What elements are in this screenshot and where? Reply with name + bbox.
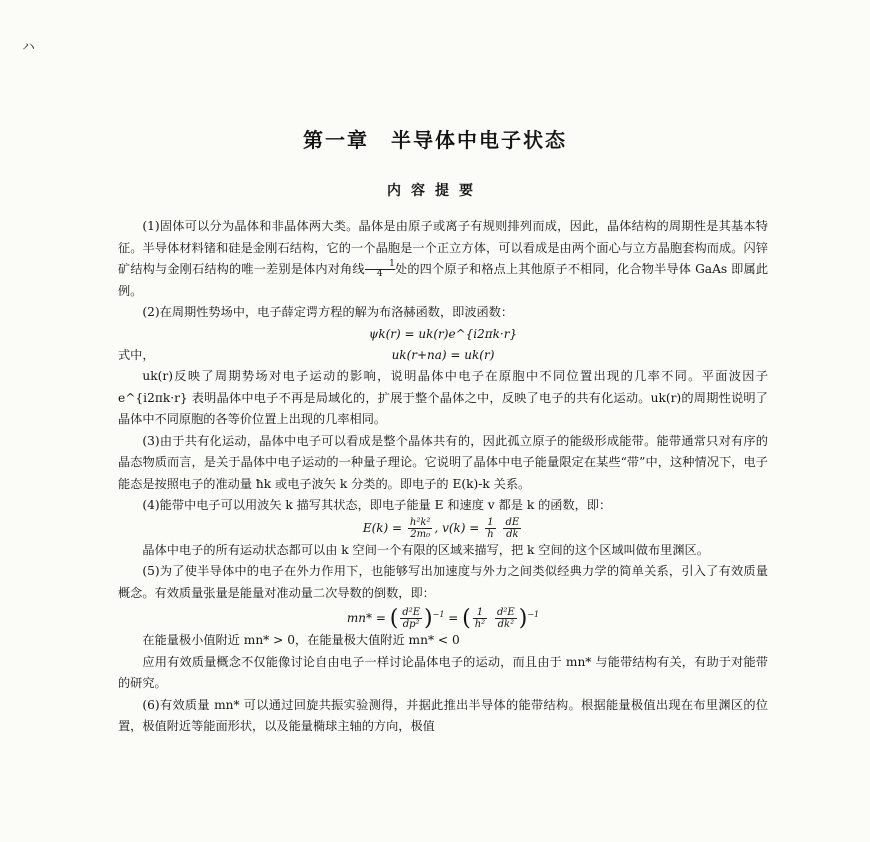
velocity-fraction-1: $\frac{1}{h}$ <box>487 516 494 540</box>
paragraph-5b: 在能量极小值附近 mn* > 0，在能量极大值附近 mn* < 0 <box>142 633 460 647</box>
mass-fraction-3: $\frac{\text{d²E}}{\text{dk²}}$ <box>497 607 515 630</box>
paragraph-2b: uk(r)反映了周期势场对电子运动的影响，说明晶体中电子在原胞中不同位置出现的几率不同。平面波因子 e^{i2πk·r} 表明晶体中电子不再是局域化的，扩展于整个晶体之中，反映了电子的共有化运动。uk(r)的周期性说明了晶体中不同原胞的各等价位置上出现的几率相同。 <box>118 369 768 426</box>
paragraph-1-tail: 处的四个原子和格点上其他原子不相同，化合物半导体 GaAs 即属此例。 <box>118 262 769 298</box>
velocity-fraction-2: $\frac{dE}{dk}$ <box>505 516 520 540</box>
chapter-title: 第一章 半导体中电子状态 <box>303 128 567 152</box>
paragraph-5c: 应用有效质量概念不仅能像讨论自由电子一样讨论晶体电子的运动，而且由于 mn* 与能带结构有关，有助于对能带的研究。 <box>118 654 768 690</box>
paragraph-4: (4)能带中电子可以用波矢 k 描写其状态，即电子能量 E 和速度 v 都是 k 的函数，即： <box>142 498 612 512</box>
periodic-u-formula: uk(r+na) = uk(r) <box>391 347 495 362</box>
section-title: 内容提要 <box>387 183 483 199</box>
bloch-wavefunction-formula: ψk(r) = uk(r)e^{i2πk·r} <box>368 326 518 341</box>
energy-fraction: $\frac{\text{h²k²}}{\text{2m₀}}$ <box>409 516 431 540</box>
paragraph-1-text: (1)固体可以分为晶体和非晶体两大类。晶体是由原子或离子有规则排列而成，因此，晶体结构的周期性是其基本特征。半导体材料锗和硅是金刚石结构，它的一个晶胞是一个正立方体，可以看成是由两个面心与立方晶胞套构而成。闪锌矿结构与金刚石结构的唯一差别是体内对角线 <box>118 219 768 276</box>
paragraph-5: (5)为了使半导体中的电子在外力作用下，也能够写出加速度与外力之间类似经典力学的简单关系，引入了有效质量概念。有效质量张量是能量对准动量二次导数的倒数，即： <box>118 564 768 600</box>
page-corner-mark: ハ <box>22 40 36 55</box>
formula-line-2 <box>118 345 768 367</box>
body-text <box>118 216 768 738</box>
quarter-fraction: $\frac{1}{4}$ <box>365 260 395 279</box>
paragraph-1 <box>118 216 768 302</box>
mass-fraction-2: $\frac{1}{\text{h²}}$ <box>474 607 486 630</box>
mass-fraction-1: $\frac{\text{d²E}}{\text{dp²}}$ <box>402 607 421 630</box>
energy-velocity-formula: E(k) = $\frac{\text{h²k²}}{\text{2m₀}}$ , v(k) = $\frac{1}{h}$ $\frac{dE}{dk}$ <box>362 516 520 540</box>
paragraph-4b: 晶体中电子的所有运动状态都可以由 k 空间一个有限的区域来描写，把 k 空间的这个区域叫做布里渊区。 <box>142 542 709 557</box>
paragraph-3: (3)由于共有化运动，晶体中电子可以看成是整个晶体共有的，因此孤立原子的能级形成能带。能带通常只对有序的晶态物质而言，是关于晶体中电子运动的一种量子理论。它说明了晶体中电子能量限定在某些“带”中，这种情况下，电子能态是按照电子的准动量 ħk 或电子波矢 k 分类的。即电子的 E(k)-k 关系。 <box>118 433 768 491</box>
paragraph-2: (2)在周期性势场中，电子薛定谔方程的解为布洛赫函数，即波函数： <box>142 305 514 319</box>
formula-prefix: 式中， <box>118 347 155 362</box>
paragraph-6: (6)有效质量 mn* 可以通过回旋共振实验测得，并据此推出半导体的能带结构。根据能量极值出现在布里渊区的位置，极值附近等能面形状，以及能量椭球主轴的方向，极值 <box>118 697 768 733</box>
effective-mass-formula: mn* = ( $\frac{\text{d²E}}{\text{dp²}}$ )$^{-1}$ = ( $\frac{1}{\text{h²}}$ $\frac{\text{d²E}}{\text{dk²}}$ )$^{-1}$ <box>346 606 540 631</box>
